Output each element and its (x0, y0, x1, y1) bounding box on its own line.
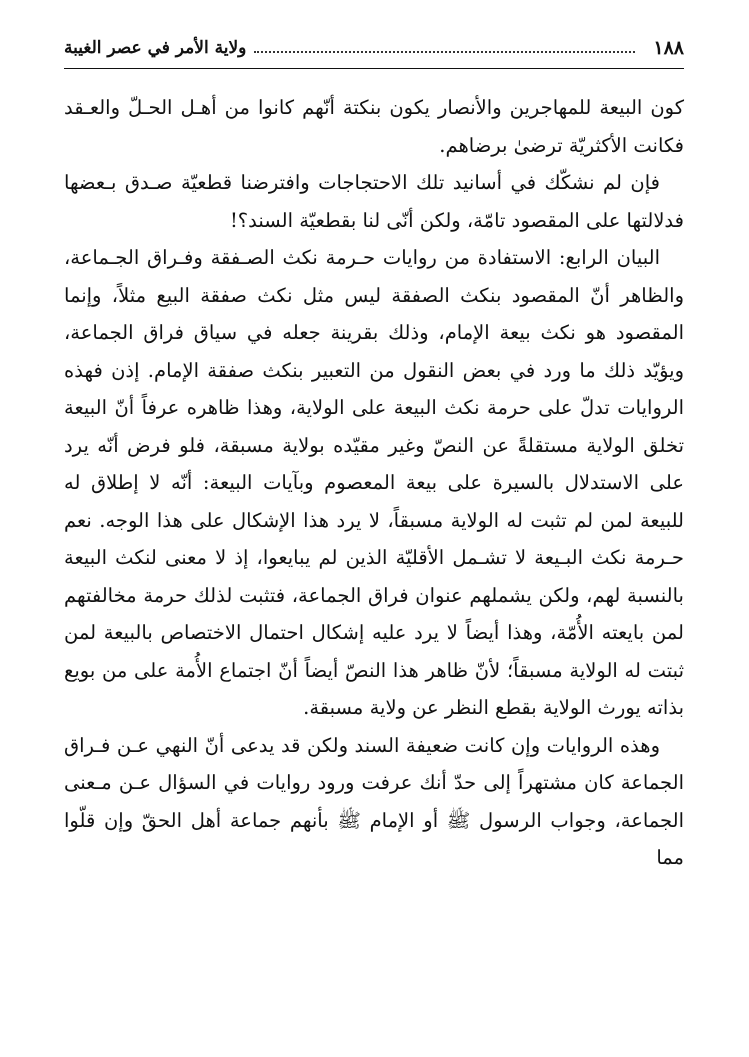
book-title: ولاية الأمر في عصر الغيبة (64, 37, 247, 58)
paragraph-1: كون البيعة للمهاجرين والأنصار يكون بنكتة أنّهم كانوا من أهـل الحـلّ والعـقد فكانت الأكثريّة ترضىٰ برضاهم. (64, 96, 684, 157)
paragraph-4: وهذه الروايات وإن كانت ضعيفة السند ولكن قد يدعى أنّ النهي عـن فـراق الجماعة كان مشتهراً إلى حدّ أنك عرفت ورود روايات في السؤال عـن مـعنى الجماعة، وجواب الرسول ﷺ أو الإمام ﷺ بأنهم جماعة أهل الحقّ وإن قلّوا مما (64, 733, 684, 869)
body-text (64, 89, 684, 877)
document-page (64, 28, 684, 877)
page-number: ١٨٨ (653, 36, 684, 59)
paragraph-3: البيان الرابع: الاستفادة من روايات حـرمة نكث الصـفقة وفـراق الجـماعة، والظاهر أنّ المقصود بنكث الصفقة ليس مثل نكث صفقة البيع مثلاً، وإنما المقصود هو نكث بيعة الإمام، وذلك بقرينة جعله في سياق فراق الجماعة، ويؤيّد ذلك ما ورد في بعض النقول من التعبير بنكث صفقة الإمام. إذن فهذه الروايات تدلّ على حرمة نكث البيعة على الولاية، وهذا ظاهره عرفاً أنّ البيعة تخلق الولاية مستقلةً عن النصّ وغير مقيّده بولاية مسبقة، فلو فرض أنّه يرد على الاستدلال بالسيرة على بيعة المعصوم وبآيات البيعة: أنّه لا إطلاق له للبيعة لمن لم تثبت له الولاية مسبقاً، لا يرد هذا الإشكال على هذا الوجه. نعم حـرمة نكث البـيعة لا تشـمل الأقليّة الذين لم يبايعوا، إذ لا معنى لنكث البيعة بالنسبة لهم، ولكن يشملهم عنوان فراق الجماعة، فتثبت لذلك حرمة مخالفتهم لمن بايعته الأُمّة، وهذا أيضاً لا يرد عليه إشكال احتمال الاختصاص بالبيعة لمن ثبتت له الولاية مسبقاً؛ لأنّ ظاهر هذا النصّ أيضاً أنّ اجتماع الأُمة على من بويع بذاته يورث الولاية بقطع النظر عن ولاية مسبقة. (64, 246, 684, 719)
paragraph-2: فإن لم نشكّك في أسانيد تلك الاحتجاجات وافترضنا قطعيّة صـدق بـعضها فدلالتها على المقصود تامّة، ولكن أنّى لنا بقطعيّة السند؟! (64, 171, 684, 232)
running-header (64, 28, 684, 69)
header-dot-leader (254, 51, 635, 53)
